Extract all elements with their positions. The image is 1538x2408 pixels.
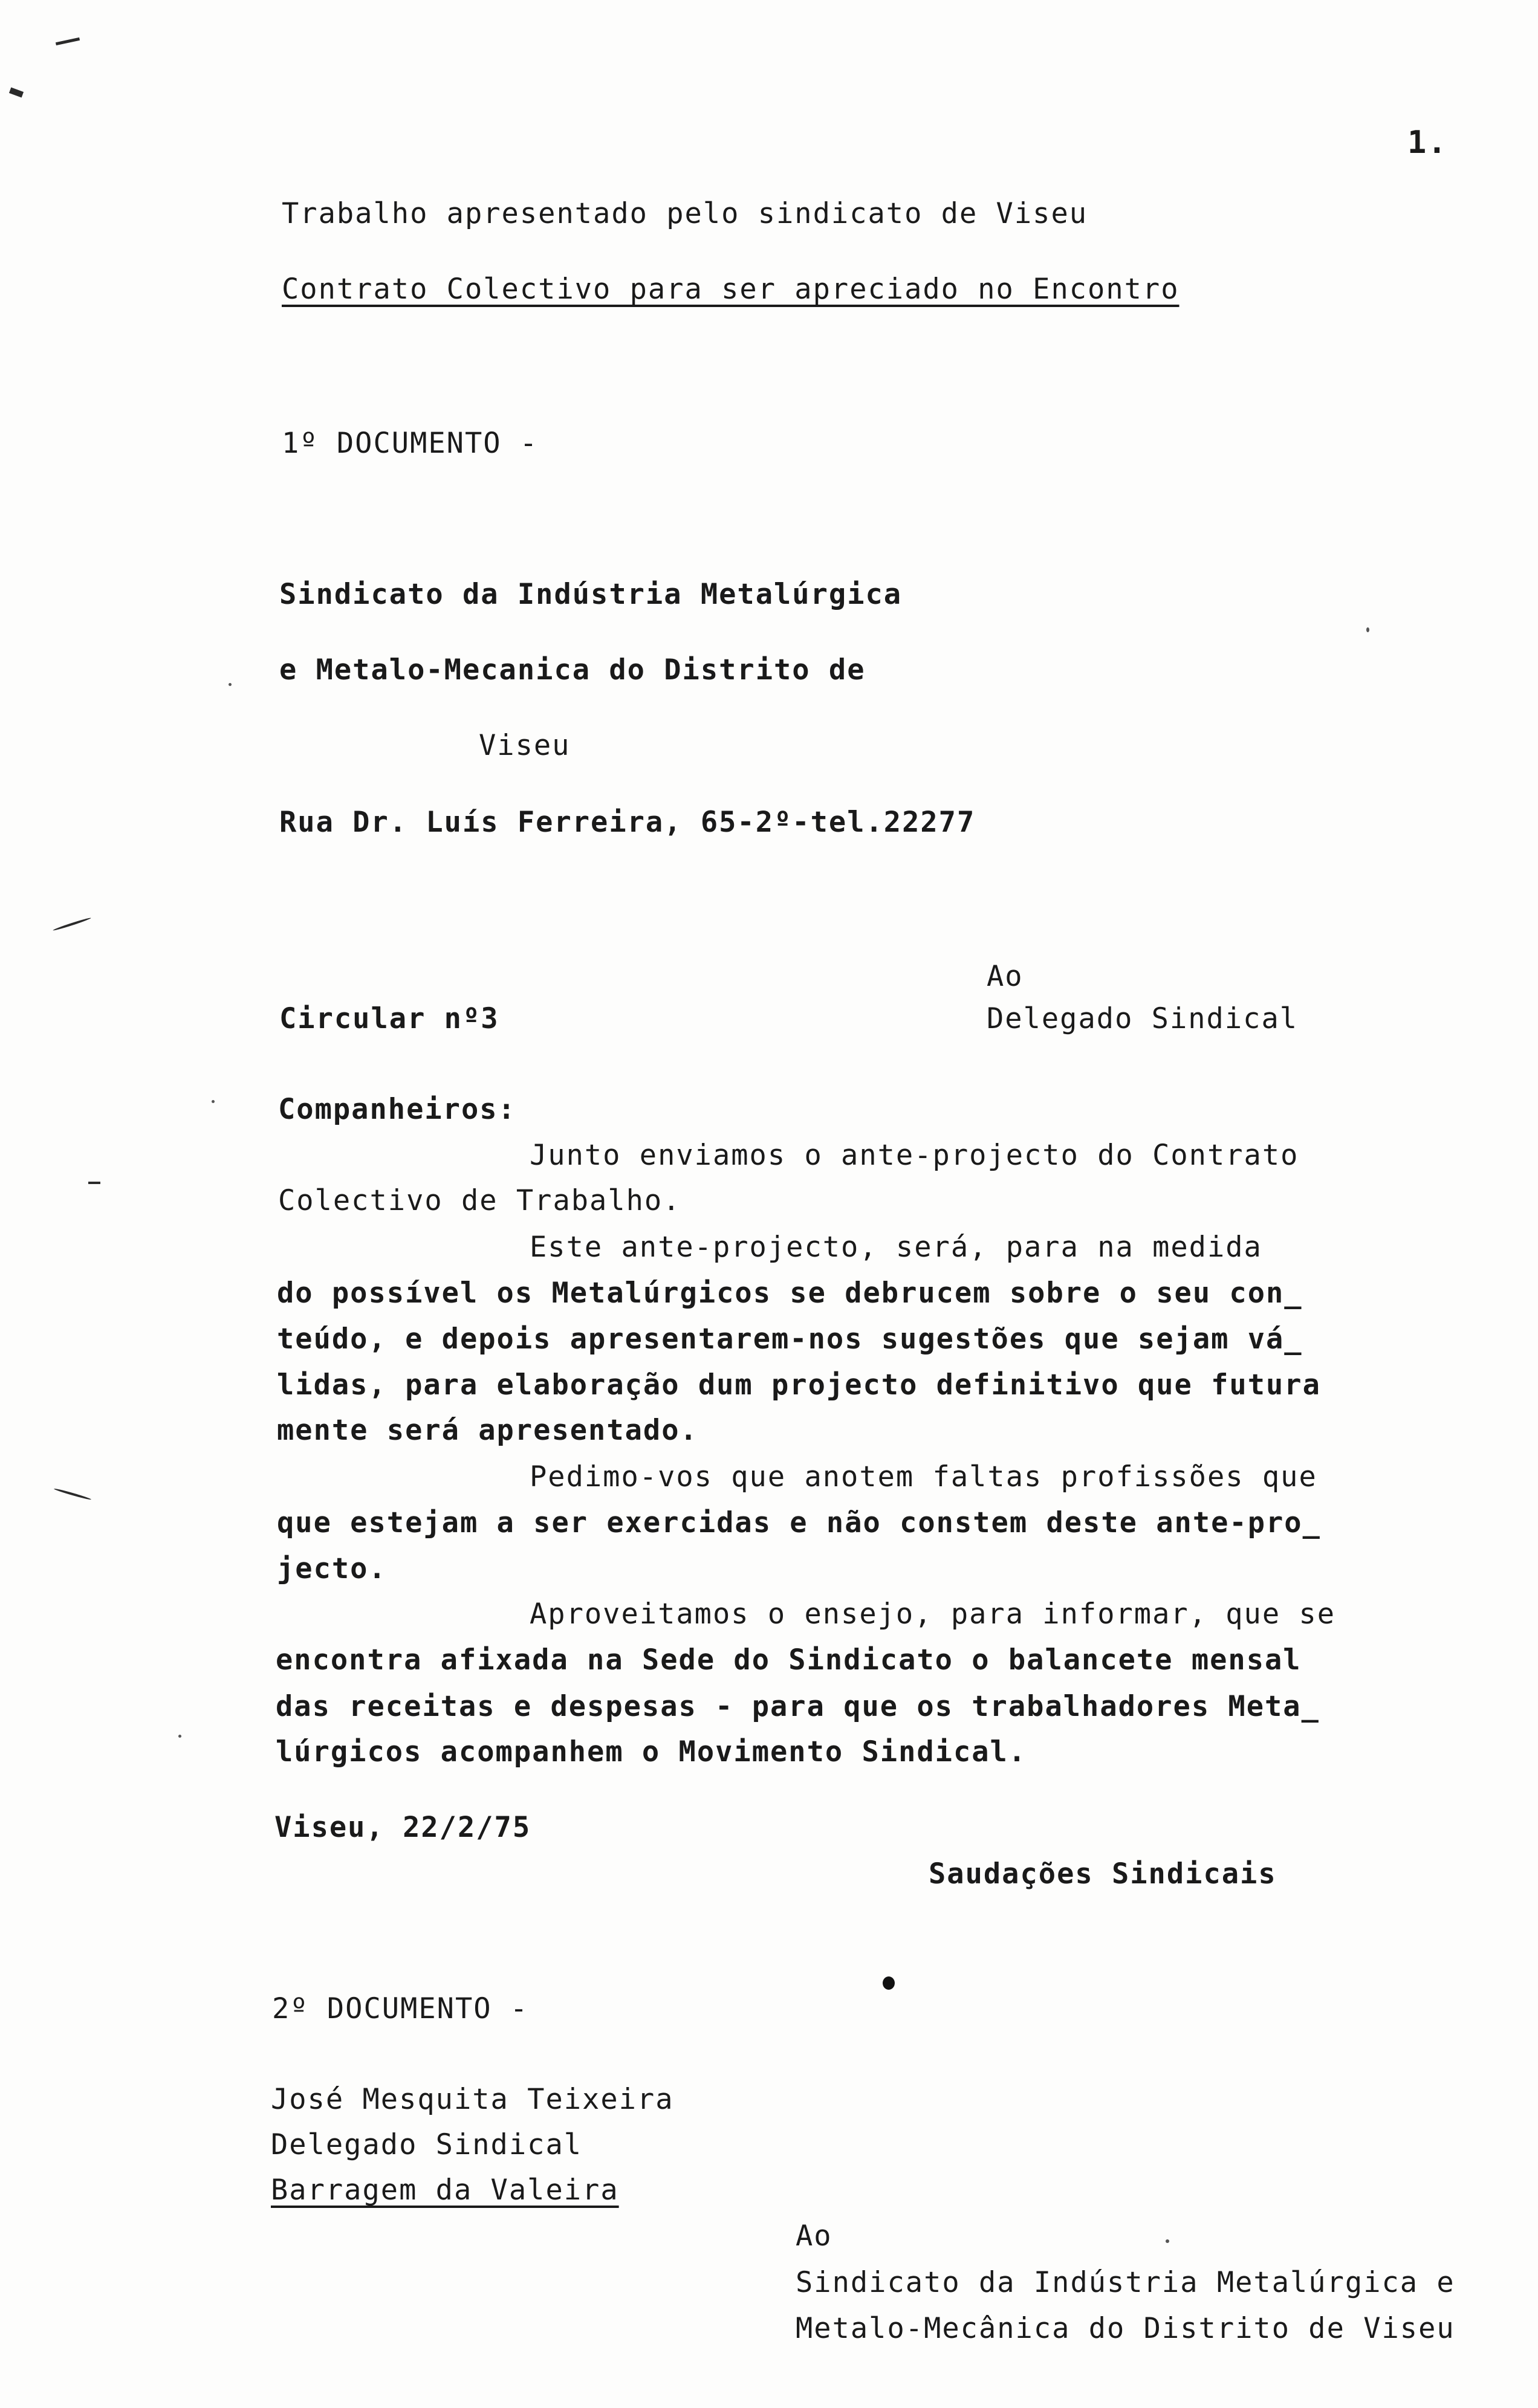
doc1-body-line: encontra afixada na Sede do Sindicato o balancete mensal xyxy=(276,1643,1302,1677)
doc1-body-line: Colectivo de Trabalho. xyxy=(278,1184,681,1217)
scan-mark xyxy=(9,88,24,98)
doc1-body-line: Junto enviamos o ante-projecto do Contrato xyxy=(530,1139,1299,1172)
doc2-recipient-name: Sindicato da Indústria Metalúrgica e xyxy=(796,2266,1455,2299)
doc1-body-line: Pedimo-vos que anotem faltas profissões que xyxy=(530,1460,1317,1494)
doc2-recipient-name-2: Metalo-Mecânica do Distrito de Viseu xyxy=(796,2312,1455,2345)
scan-speck xyxy=(229,683,232,686)
header-subtitle: Contrato Colectivo para ser apreciado no Encontro xyxy=(282,273,1179,306)
doc1-body-line: mente será apresentado. xyxy=(277,1414,698,1447)
doc1-sender-city: Viseu xyxy=(479,729,571,762)
scan-mark xyxy=(53,917,91,931)
doc1-body-line: que estejam a ser exercidas e não constem deste ante-pro_ xyxy=(277,1506,1321,1539)
doc1-body-line: teúdo, e depois apresentarem-nos sugestões que sejam vá_ xyxy=(277,1322,1303,1356)
doc1-sender-name: Sindicato da Indústria Metalúrgica xyxy=(279,578,903,611)
ink-dot xyxy=(883,1976,895,1990)
header-title: Trabalho apresentado pelo sindicato de Viseu xyxy=(282,197,1088,230)
doc2-sender-location: Barragem da Valeira xyxy=(271,2173,619,2207)
doc1-body-line: das receitas e despesas - para que os trabalhadores Meta_ xyxy=(276,1690,1320,1723)
scan-speck xyxy=(1166,2239,1169,2243)
doc1-sender-name-2: e Metalo-Mecanica do Distrito de xyxy=(279,653,866,687)
scan-speck xyxy=(212,1100,215,1103)
doc1-body-line: jecto. xyxy=(277,1552,387,1585)
scan-mark xyxy=(54,1487,92,1500)
doc2-recipient-ao: Ao xyxy=(796,2219,832,2253)
doc1-closing: Saudações Sindicais xyxy=(929,1857,1277,1891)
scan-mark xyxy=(56,37,80,45)
doc1-heading: 1º DOCUMENTO - xyxy=(282,427,539,460)
doc1-body-line: lidas, para elaboração dum projecto definitivo que futura xyxy=(277,1368,1321,1402)
doc1-circular-number: Circular nº3 xyxy=(279,1002,499,1035)
doc1-body-line: Este ante-projecto, será, para na medida xyxy=(530,1231,1262,1264)
doc2-sender-role: Delegado Sindical xyxy=(271,2128,583,2161)
scan-mark xyxy=(88,1182,100,1184)
doc1-body-line: Aproveitamos o ensejo, para informar, que se xyxy=(530,1597,1336,1631)
doc2-heading: 2º DOCUMENTO - xyxy=(272,1992,529,2025)
doc1-body-line: do possível os Metalúrgicos se debrucem sobre o seu con_ xyxy=(277,1277,1303,1310)
doc1-body-line: lúrgicos acompanhem o Movimento Sindical. xyxy=(276,1735,1027,1769)
scan-speck xyxy=(178,1735,181,1738)
doc1-salutation: Companheiros: xyxy=(278,1093,516,1126)
doc2-sender-name: José Mesquita Teixeira xyxy=(271,2083,674,2116)
doc1-recipient-role: Delegado Sindical xyxy=(987,1002,1299,1035)
doc1-date: Viseu, 22/2/75 xyxy=(274,1811,531,1844)
doc1-recipient-ao: Ao xyxy=(987,960,1024,993)
page-number: 1. xyxy=(1407,125,1448,161)
scan-speck xyxy=(1366,627,1369,632)
doc1-sender-address: Rua Dr. Luís Ferreira, 65-2º-tel.22277 xyxy=(279,806,976,839)
